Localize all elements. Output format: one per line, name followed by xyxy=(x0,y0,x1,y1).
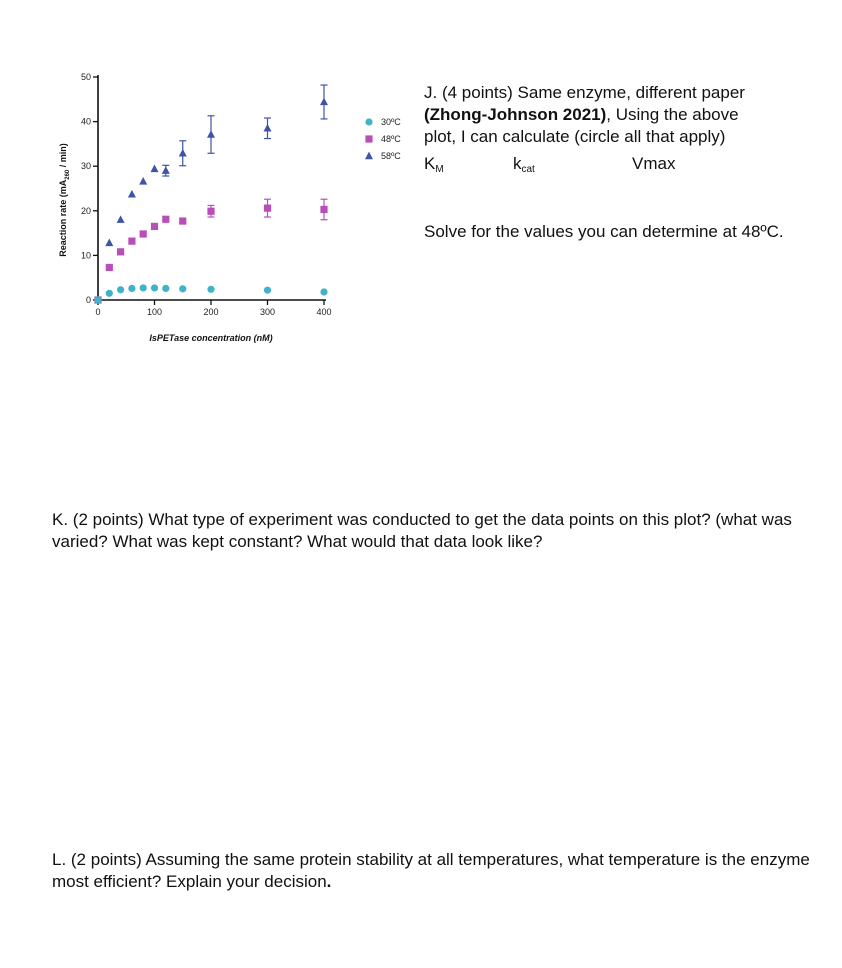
data-point-square xyxy=(117,248,124,255)
data-point-triangle xyxy=(320,98,328,106)
data-point-square xyxy=(106,264,113,271)
data-point-circle xyxy=(128,285,135,292)
data-point-circle xyxy=(140,284,147,291)
data-point-square xyxy=(320,206,327,213)
data-point-circle xyxy=(106,290,113,297)
data-point-circle xyxy=(162,285,169,292)
data-point-circle xyxy=(264,287,271,294)
data-point-square xyxy=(128,238,135,245)
x-axis-title: IsPETase concentration (nM) xyxy=(149,333,273,343)
data-point-triangle xyxy=(162,166,170,174)
legend-marker-square xyxy=(365,135,372,142)
data-point-square xyxy=(264,205,271,212)
legend-marker-circle xyxy=(365,118,372,125)
x-tick-label: 300 xyxy=(259,307,276,317)
y-tick-label: 30 xyxy=(80,161,91,172)
data-point-square xyxy=(151,223,158,230)
data-point-circle xyxy=(151,284,158,291)
data-point-triangle xyxy=(264,124,272,132)
legend-label: 48ºC xyxy=(381,134,401,144)
data-point-square xyxy=(179,217,186,224)
question-j-line1: J. (4 points) Same enzyme, different paper xyxy=(424,83,745,102)
data-point-circle xyxy=(94,296,101,303)
data-point-square xyxy=(162,216,169,223)
legend-marker-triangle xyxy=(365,152,373,160)
y-tick-label: 50 xyxy=(80,72,91,82)
question-j-line3: plot, I can calculate (circle all that apply) xyxy=(424,127,726,146)
option-vmax[interactable]: Vmax xyxy=(632,154,676,173)
question-j-solve: Solve for the values you can determine at 48ºC. xyxy=(424,222,784,241)
plot-area xyxy=(81,72,332,317)
data-point-triangle xyxy=(117,215,125,223)
question-j-line2: , Using the above xyxy=(606,105,739,124)
option-km[interactable]: $K_M$ xyxy=(424,154,444,175)
question-l-text: L. (2 points) Assuming the same protein stability at all temperatures, what temperature is the enzyme most efficient? Explain your decision xyxy=(52,850,810,891)
data-point-circle xyxy=(179,285,186,292)
data-point-circle xyxy=(320,288,327,295)
x-tick-label: 400 xyxy=(316,307,332,317)
data-point-triangle xyxy=(139,177,147,185)
data-point-circle xyxy=(117,286,124,293)
x-tick-label: 100 xyxy=(146,307,163,317)
question-l xyxy=(52,849,832,893)
question-j-reference: (Zhong-Johnson 2021) xyxy=(424,105,607,124)
y-tick-label: 20 xyxy=(80,205,91,216)
y-tick-label: 10 xyxy=(80,250,91,261)
data-point-triangle xyxy=(128,190,136,198)
option-kcat[interactable]: $k_{cat}$ xyxy=(513,154,535,175)
data-point-triangle xyxy=(207,130,215,138)
parameter-options xyxy=(424,153,824,177)
y-tick-label: 0 xyxy=(85,295,91,305)
x-tick-label: 200 xyxy=(203,307,219,317)
legend-label: 58ºC xyxy=(381,151,401,161)
data-point-triangle xyxy=(151,164,159,172)
data-point-square xyxy=(207,208,214,215)
data-point-triangle xyxy=(105,239,113,247)
data-point-square xyxy=(140,230,147,237)
question-k: K. (2 points) What type of experiment was conducted to get the data points on this plot? (what was varied? What was kept constant? What would that data look like? xyxy=(52,510,792,551)
y-axis-title: Reaction rate $(mA_{260} / \min)$ xyxy=(58,143,71,257)
rate-vs-concentration-chart xyxy=(40,60,420,360)
question-j xyxy=(424,82,834,148)
legend xyxy=(365,117,401,161)
question-l-period: . xyxy=(326,872,332,891)
data-point-circle xyxy=(207,286,214,293)
data-point-triangle xyxy=(179,149,187,157)
legend-label: 30ºC xyxy=(381,117,401,127)
x-tick-label: 0 xyxy=(95,307,101,317)
y-tick-label: 40 xyxy=(80,116,91,127)
